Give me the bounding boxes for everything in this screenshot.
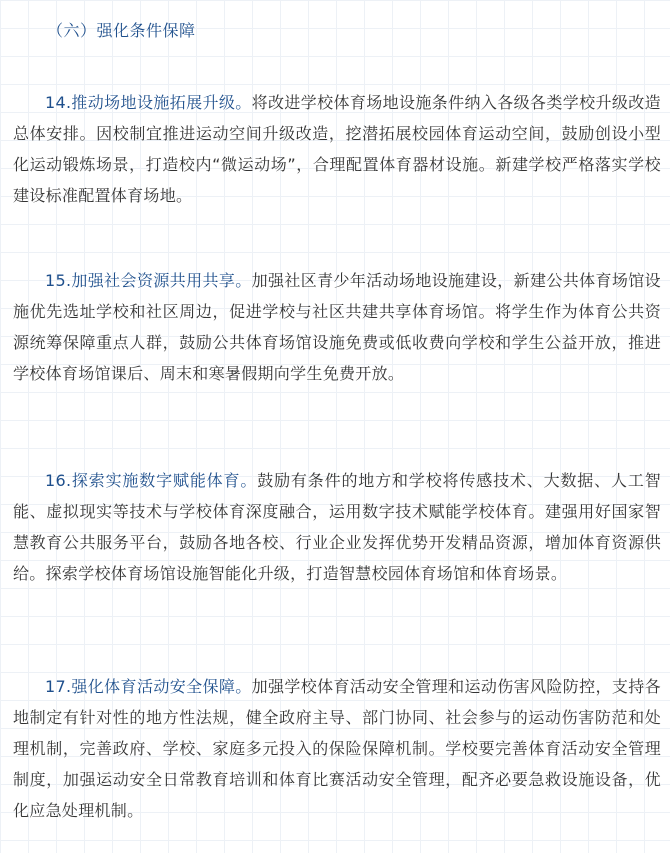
paragraph-heading: 16.探索实施数字赋能体育。 xyxy=(45,471,258,490)
paragraph-heading: 14.推动场地设施拓展升级。 xyxy=(45,93,252,112)
paragraph-body: 鼓励有条件的地方和学校将传感技术、大数据、人工智能、虚拟现实等技术与学校体育深度融合，运用数字技术赋能学校体育。建强用好国家智慧教育公共服务平台，鼓励各地各校、行业企业发挥优势开发精品资源，增加体育资源供给。探索学校体育场馆设施智能化升级，打造智慧校园体育场馆和体育场景。 xyxy=(13,471,661,583)
paragraph-heading: 15.加强社会资源共用共享。 xyxy=(45,271,252,290)
section-title: （六）强化条件保障 xyxy=(47,21,196,40)
paragraph-16 xyxy=(13,465,661,589)
paragraph-body: 加强学校体育活动安全管理和运动伤害风险防控，支持各地制定有针对性的地方性法规，健全政府主导、部门协同、社会参与的运动伤害防范和处理机制，完善政府、学校、家庭多元投入的保险保障机制。学校要完善体育活动安全管理制度，加强运动安全日常教育培训和体育比赛活动安全管理，配齐必要急救设施设备，优化应急处理机制。 xyxy=(13,677,661,820)
paragraph-14 xyxy=(13,87,661,211)
paragraph-17 xyxy=(13,671,661,826)
paragraph-body: 将改进学校体育场地设施条件纳入各级各类学校升级改造总体安排。因校制宜推进运动空间升级改造，挖潜拓展校园体育运动空间，鼓励创设小型化运动锻炼场景，打造校内“微运动场”，合理配置体育器材设施。新建学校严格落实学校建设标准配置体育场地。 xyxy=(13,93,661,205)
paragraph-heading: 17.强化体育活动安全保障。 xyxy=(45,677,252,696)
paragraph-body: 加强社区青少年活动场地设施建设，新建公共体育场馆设施优先选址学校和社区周边，促进学校与社区共建共享体育场馆。将学生作为体育公共资源统筹保障重点人群，鼓励公共体育场馆设施免费或低收费向学校和学生公益开放，推进学校体育场馆课后、周末和寒暑假期向学生免费开放。 xyxy=(13,271,661,383)
paragraph-15 xyxy=(13,265,661,389)
